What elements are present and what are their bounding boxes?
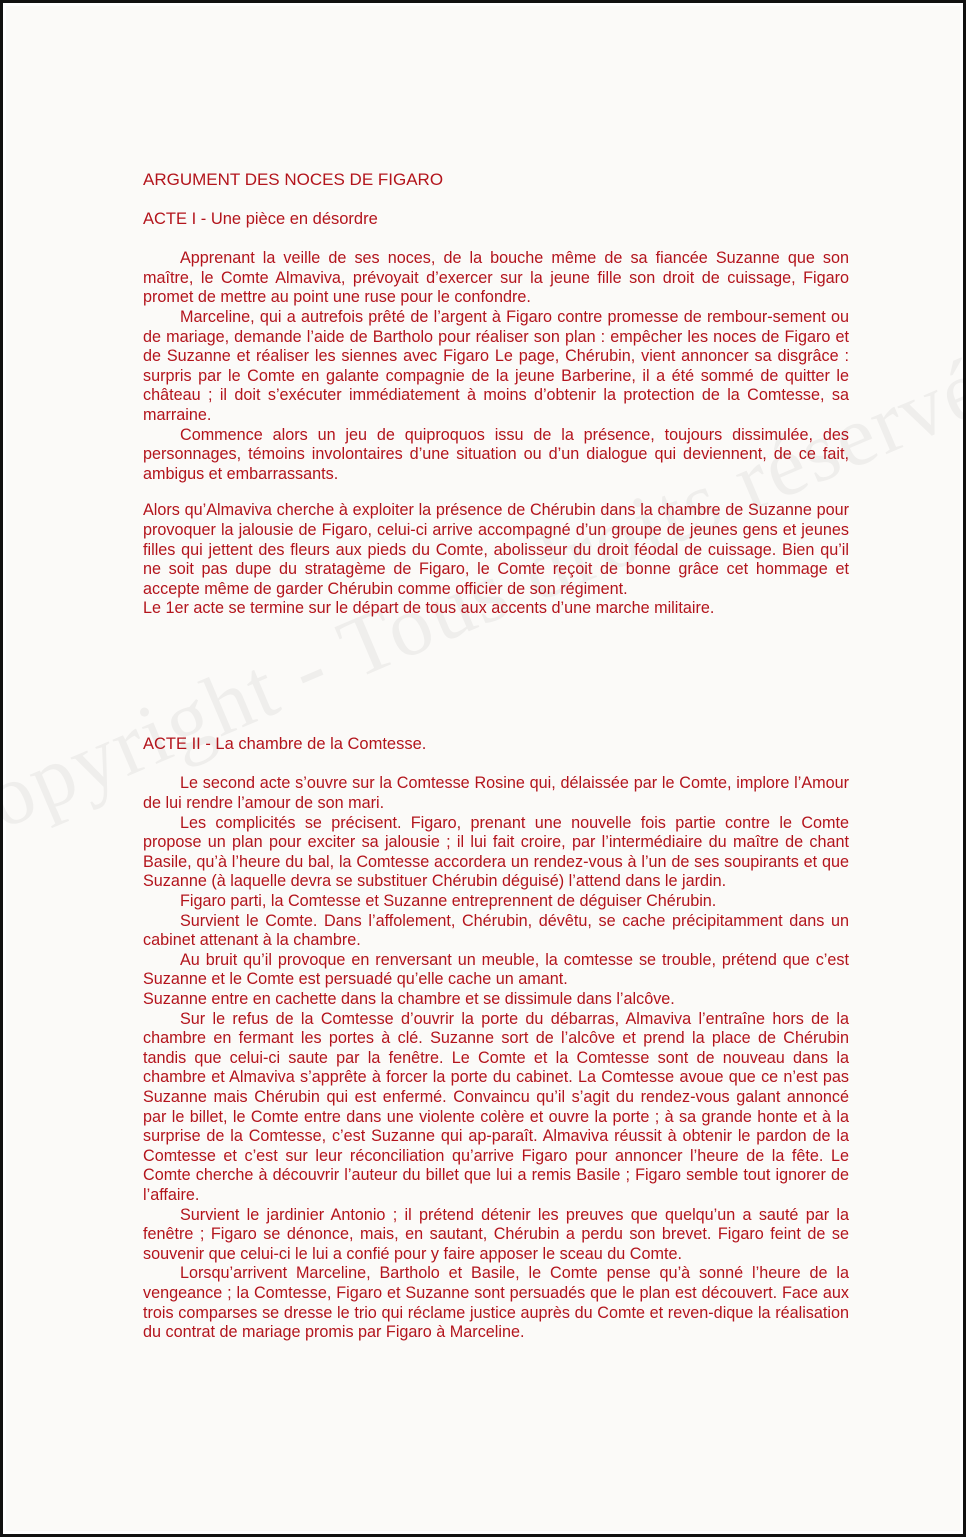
act-2-paragraph: Suzanne entre en cachette dans la chambre et se dissimule dans l’alcôve. [143, 990, 675, 1008]
act-1-heading: ACTE I - Une pièce en désordre [143, 209, 378, 228]
act-1-paragraph: Le 1er acte se termine sur le départ de tous aux accents d’une marche militaire. [143, 599, 715, 618]
act-2-paragraph: Lorsqu’arrivent Marceline, Bartholo et Basile, le Comte pense qu’à sonné l’heure de la vengeance ; la Comtesse, Figaro et Suzanne sont persuadés que le plan est découvert. Face aux trois comparses se dresse le trio qui réclame justice auprès du Comte et reven-dique la réalisation du contrat de mariage promis par Figaro à Marceline. [143, 1264, 849, 1342]
document-page [6, 6, 960, 1531]
act-2-paragraph: Figaro parti, la Comtesse et Suzanne entreprennent de déguiser Chérubin. [180, 892, 717, 911]
act-2-paragraph: Sur le refus de la Comtesse d’ouvrir la porte du débarras, Almaviva l’entraîne hors de la chambre en fermant les portes à clé. Suzanne sort de l’alcôve et prend la place de Chérubin tandis que celui-ci saute par la fenêtre. Le Comte et la Comtesse sont de nouveau dans la chambre et Almaviva s’apprête à forcer la porte du cabinet. La Comtesse avoue que ce n’est pas Suzanne mais Chérubin qui est enfermé. Convaincu qu’il s’agit du rendez-vous galant annoncé par le billet, le Comte entre dans une violente colère et ouvre la porte ; à sa grande honte et à la surprise de la Comtesse, c’est Suzanne qui ap-paraît. Almaviva réussit à obtenir le pardon de la Comtesse et c’est sur leur réconciliation qu’arrive Figaro pour annoncer l’heure de la fête. Le Comte cherche à découvrir l’auteur du billet que lui a remis Basile ; Figaro semble tout ignorer de l’affaire. [143, 1009, 849, 1204]
act-2-paragraph: Survient le Comte. Dans l’affolement, Chérubin, dévêtu, se cache précipitamment dans un cabinet attenant à la chambre. [143, 911, 849, 950]
act-1-paragraph: Marceline, qui a autrefois prêté de l’argent à Figaro contre promesse de rembour-sement ou de mariage, demande l’aide de Bartholo pour réaliser son plan : empêcher les noces de Figaro et de Suzanne et réaliser les siennes avec Figaro Le page, Chérubin, vient annoncer sa disgrâce : surpris par le Comte en galante compagnie de la jeune Barberine, il a été sommé de quitter le château ; il doit s’exécuter immédiatement à moins d’obtenir la protection de la Comtesse, sa marraine. [143, 307, 849, 424]
act-2-heading: ACTE II - La chambre de la Comtesse. [143, 734, 427, 753]
act-2-paragraph: Le second acte s’ouvre sur la Comtesse Rosine qui, délaissée par le Comte, implore l’Amour de lui rendre l’amour de son mari. [143, 774, 849, 813]
act-2-paragraph: Les complicités se précisent. Figaro, prenant une nouvelle fois partie contre le Comte propose un plan pour exciter sa jalousie ; il lui fait croire, par l’intermédiaire du maître de chant Basile, qu’à l’heure du bal, la Comtesse accordera un rendez-vous à l’un de ses soupirants et que Suzanne (à laquelle devra se substituer Chérubin déguisé) l’attend dans le jardin. [143, 813, 849, 891]
act-2-paragraph: Au bruit qu’il provoque en renversant un meuble, la comtesse se trouble, prétend que c’est Suzanne et le Comte est persuadé qu’elle cache un amant. [143, 950, 849, 989]
act-1-paragraph: Commence alors un jeu de quiproquos issu de la présence, toujours dissimulée, des personnages, témoins involontaires d’une situation ou d’un dialogue qui deviennent, de ce fait, ambigus et embarrassants. [143, 425, 849, 483]
act-1-paragraph: Apprenant la veille de ses noces, de la bouche même de sa fiancée Suzanne que son maître, le Comte Almaviva, prévoyait d’exercer sur la jeune fille son droit de cuissage, Figaro promet de mettre au point une ruse pour le confondre. [143, 249, 849, 307]
document-title: ARGUMENT DES NOCES DE FIGARO [143, 170, 444, 189]
document-body [143, 170, 849, 1343]
act-2-paragraph: Survient le jardinier Antonio ; il prétend détenir les preuves que quelqu’un a sauté par la fenêtre ; Figaro se dénonce, mais, en sautant, Chérubin a perdu son brevet. Figaro feint de se souvenir que celui-ci le lui a confié pour y faire apposer le sceau du Comte. [143, 1205, 849, 1263]
act-1-paragraph: Alors qu’Almaviva cherche à exploiter la présence de Chérubin dans la chambre de Suzanne pour provoquer la jalousie de Figaro, celui-ci arrive accompagné d’un groupe de jeunes gens et jeunes filles qui jettent des fleurs aux pieds du Comte, abolisseur du droit féodal de cuissage. Bien qu’il ne soit pas dupe du stratagème de Figaro, le Comte reçoit de bonne grâce cet hommage et accepte même de garder Chérubin comme officier de son régiment. [143, 501, 849, 598]
